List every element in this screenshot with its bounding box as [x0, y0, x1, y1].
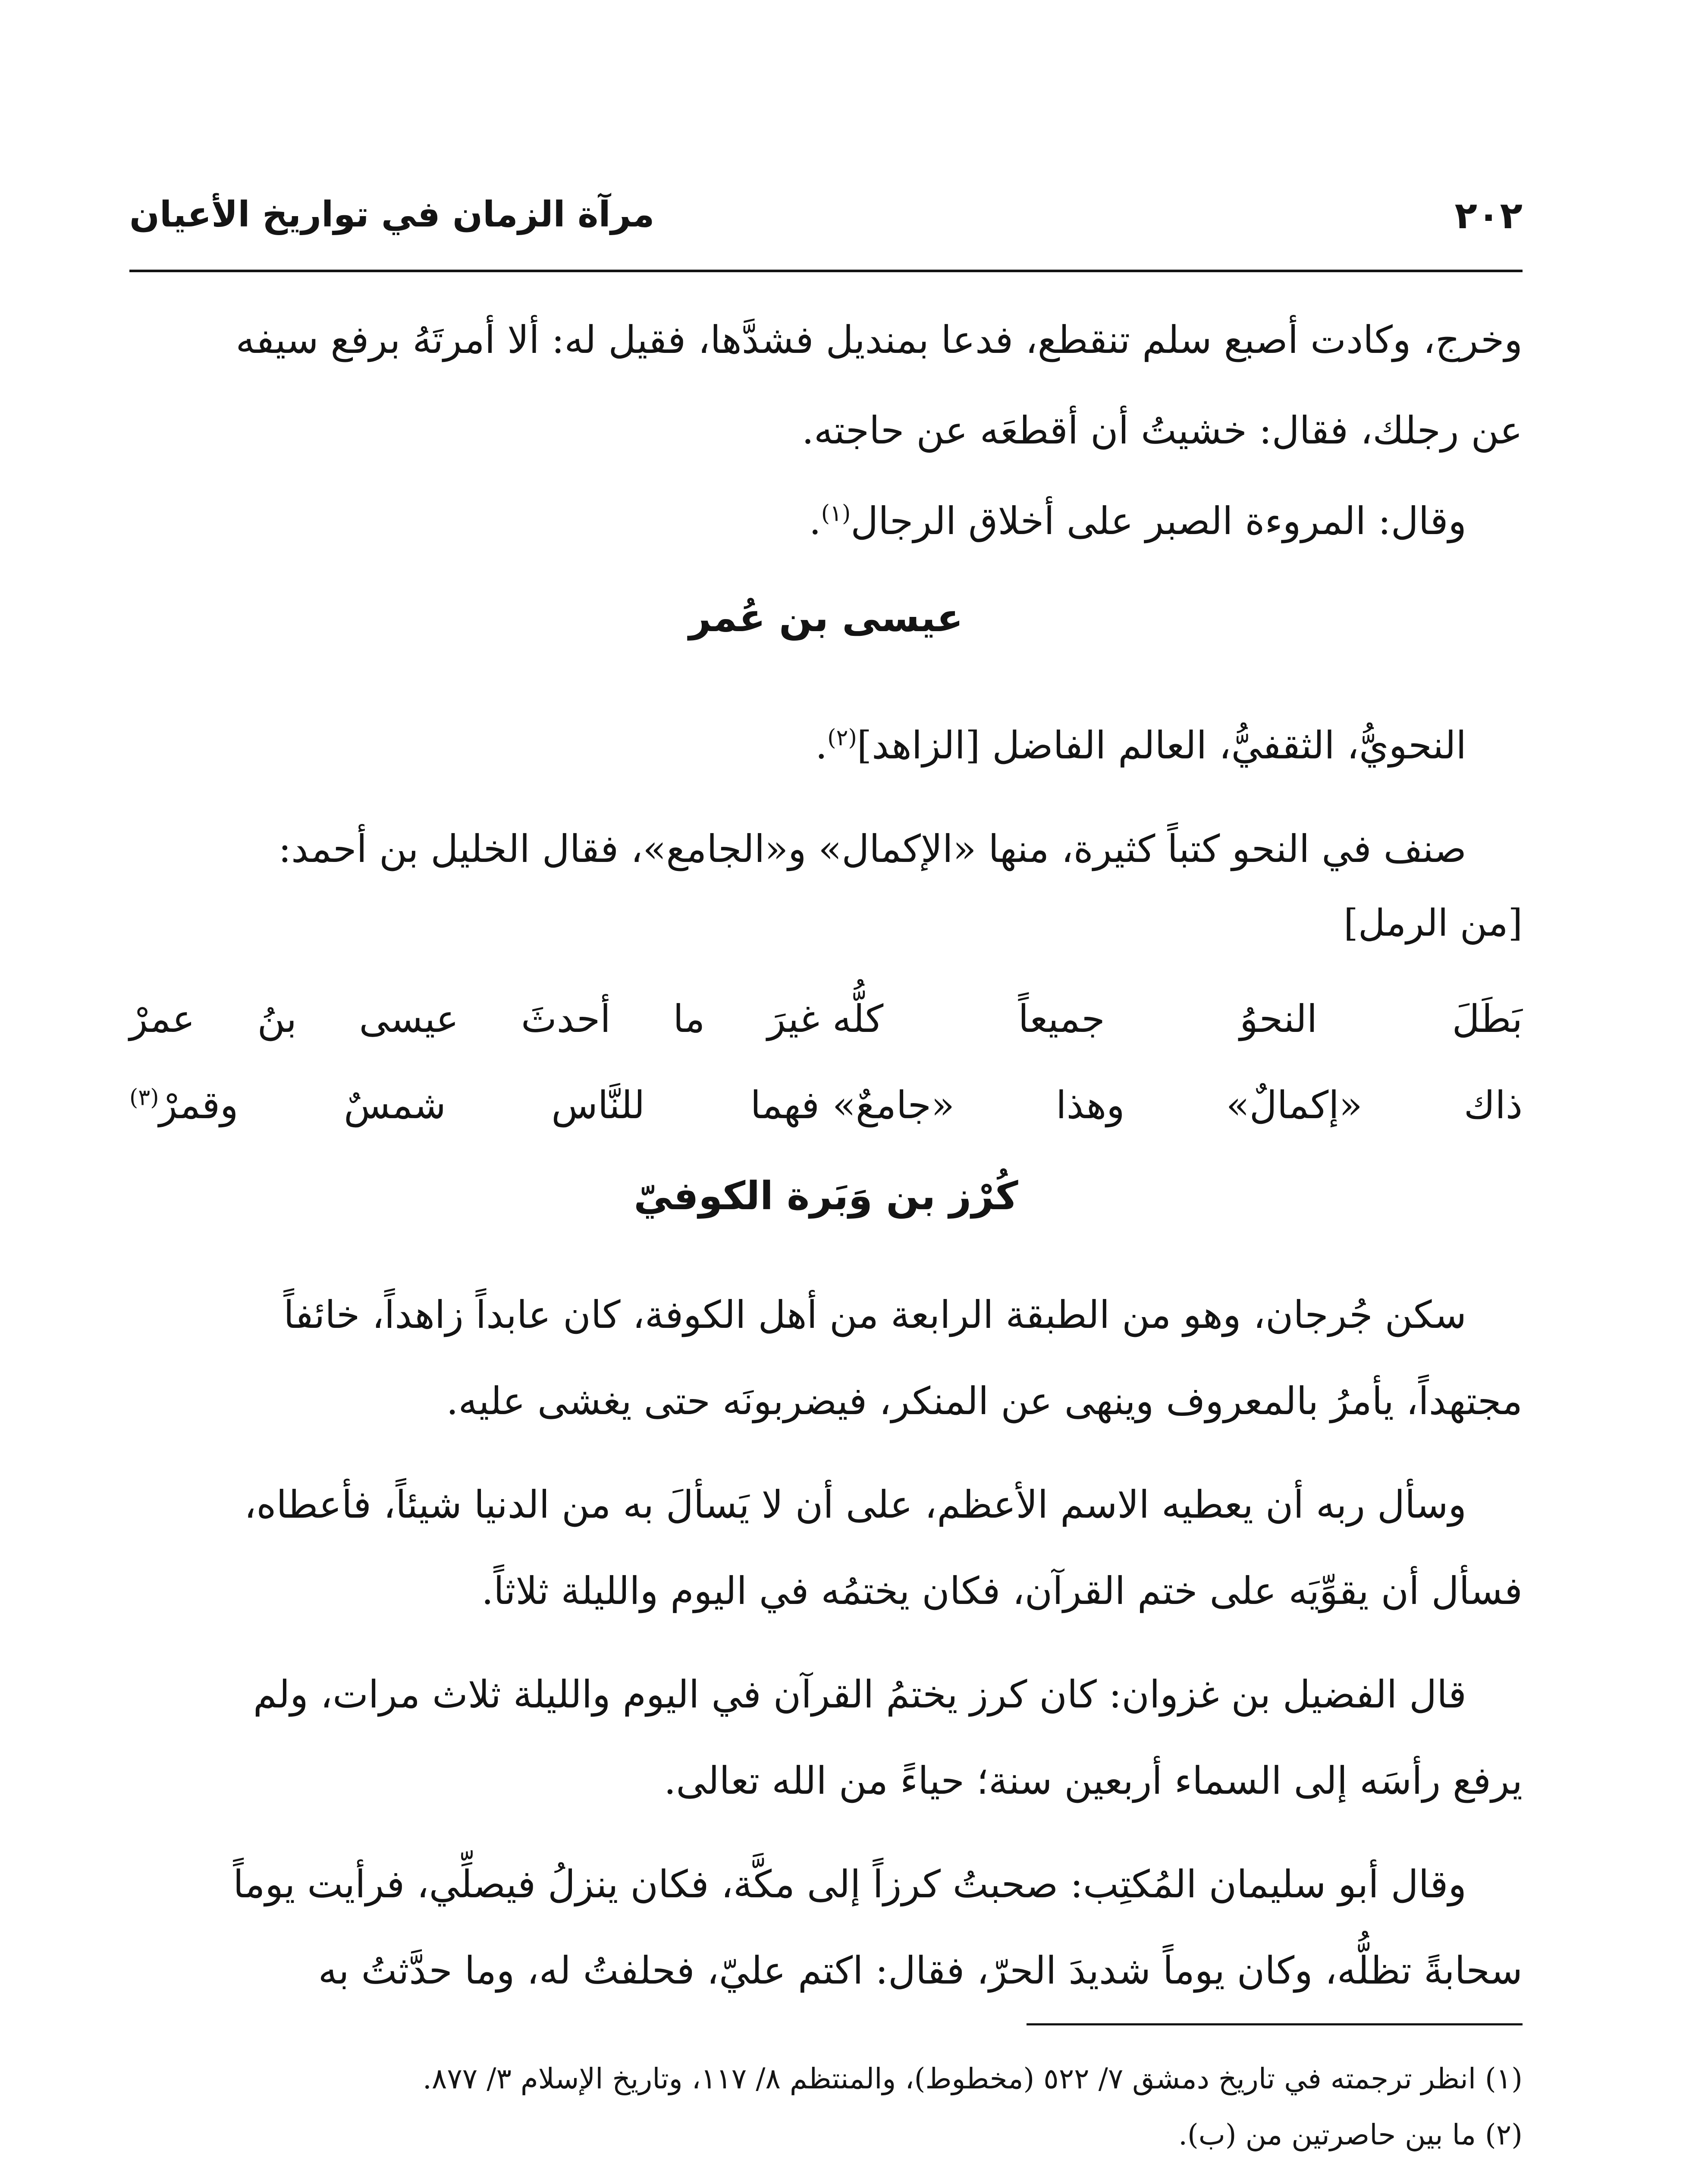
paragraph: النحويُّ، الثقفيُّ، العالم الفاضل [الزاهد]$^{(٢)}$. — [815, 723, 1466, 767]
verse-hemistich: ذاك «إكمالٌ» وهذا «جامعٌ» — [832, 1083, 1523, 1127]
footnote-rule — [1027, 2023, 1523, 2025]
verse-hemistich: غيرَ ما أحدثَ عيسى بنُ عمرْ — [129, 997, 819, 1041]
verse-hemistich: فهما للنَّاس شمسٌ وقمرْ — [159, 1083, 819, 1127]
paragraph-line: وقال أبو سليمان المُكتِب: صحبتُ كرزاً إلى مكَّة، فكان ينزلُ فيصلِّي، فرأيت يوماً — [233, 1862, 1466, 1906]
header-rule — [129, 270, 1523, 272]
footnote: (٢) ما بين حاصرتين من (ب). — [1178, 2118, 1523, 2151]
paragraph-line: وسأل ربه أن يعطيه الاسم الأعظم، على أن لا يَسألَ به من الدنيا شيئاً، فأعطاه، — [244, 1482, 1466, 1527]
paragraph-line: يرفع رأسَه إلى السماء أربعين سنة؛ حياءً من الله تعالى. — [664, 1758, 1523, 1803]
running-header — [129, 190, 1523, 263]
footnote-ref: (١) — [821, 500, 851, 527]
verse-line — [129, 1083, 1523, 1156]
verse-line — [129, 997, 1523, 1070]
book-title: مرآة الزمان في تواريخ الأعيان — [129, 194, 655, 235]
paragraph-line: فسأل أن يقوِّيَه على ختم القرآن، فكان يختمُه في اليوم والليلة ثلاثاً. — [481, 1569, 1523, 1613]
paragraph-line: وخرج، وكادت أصبع سلم تنقطع، فدعا بمنديل فشدَّها، فقيل له: ألا أمرتَهُ برفع سيفه — [235, 318, 1523, 362]
section-heading: كُرْز بن وَبَرة الكوفيّ — [634, 1173, 1018, 1219]
section-heading: عيسى بن عُمر — [688, 595, 964, 641]
paragraph-line: مجتهداً، يأمرُ بالمعروف وينهى عن المنكر، فيضربونَه حتى يغشى عليه. — [446, 1379, 1523, 1423]
paragraph: وقال: المروءة الصبر على أخلاق الرجال$^{(١)}$. — [809, 499, 1466, 543]
verse-hemistich-container — [129, 1083, 819, 1127]
paragraph-line: صنف في النحو كتباً كثيرة، منها «الإكمال» و«الجامع»، فقال الخليل بن أحمد: — [278, 827, 1466, 871]
paragraph-line: قال الفضيل بن غزوان: كان كرز يختمُ القرآن في اليوم والليلة ثلاث مرات، ولم — [253, 1672, 1466, 1717]
paragraph-line: عن رجلك، فقال: خشيتُ أن أقطعَه عن حاجته. — [802, 408, 1523, 453]
meter-note: [من الرمل] — [1344, 902, 1523, 945]
verse-hemistich: بَطَلَ النحوُ جميعاً كلُّه — [832, 997, 1523, 1041]
paragraph-line: سكن جُرجان، وهو من الطبقة الرابعة من أهل الكوفة، كان عابداً زاهداً، خائفاً — [283, 1292, 1466, 1337]
page-number: ٢٠٢ — [1454, 194, 1523, 237]
footnote-ref: (٢) — [827, 725, 857, 751]
footnote: (١) انظر ترجمته في تاريخ دمشق ٧/ ٥٢٢ (مخطوط)، والمنتظم ٨/ ١١٧، وتاريخ الإسلام ٣/ ٨٧٧. — [422, 2062, 1523, 2095]
paragraph-text: النحويُّ، الثقفيُّ، العالم الفاضل [الزاهد] — [857, 723, 1466, 767]
footnote-ref: (٣) — [129, 1085, 159, 1111]
paragraph-line: سحابةً تظلُّه، وكان يوماً شديدَ الحرّ، فقال: اكتم عليّ، فحلفتُ له، وما حدَّثتُ به — [318, 1948, 1523, 1993]
paragraph-text: وقال: المروءة الصبر على أخلاق الرجال — [851, 499, 1466, 543]
